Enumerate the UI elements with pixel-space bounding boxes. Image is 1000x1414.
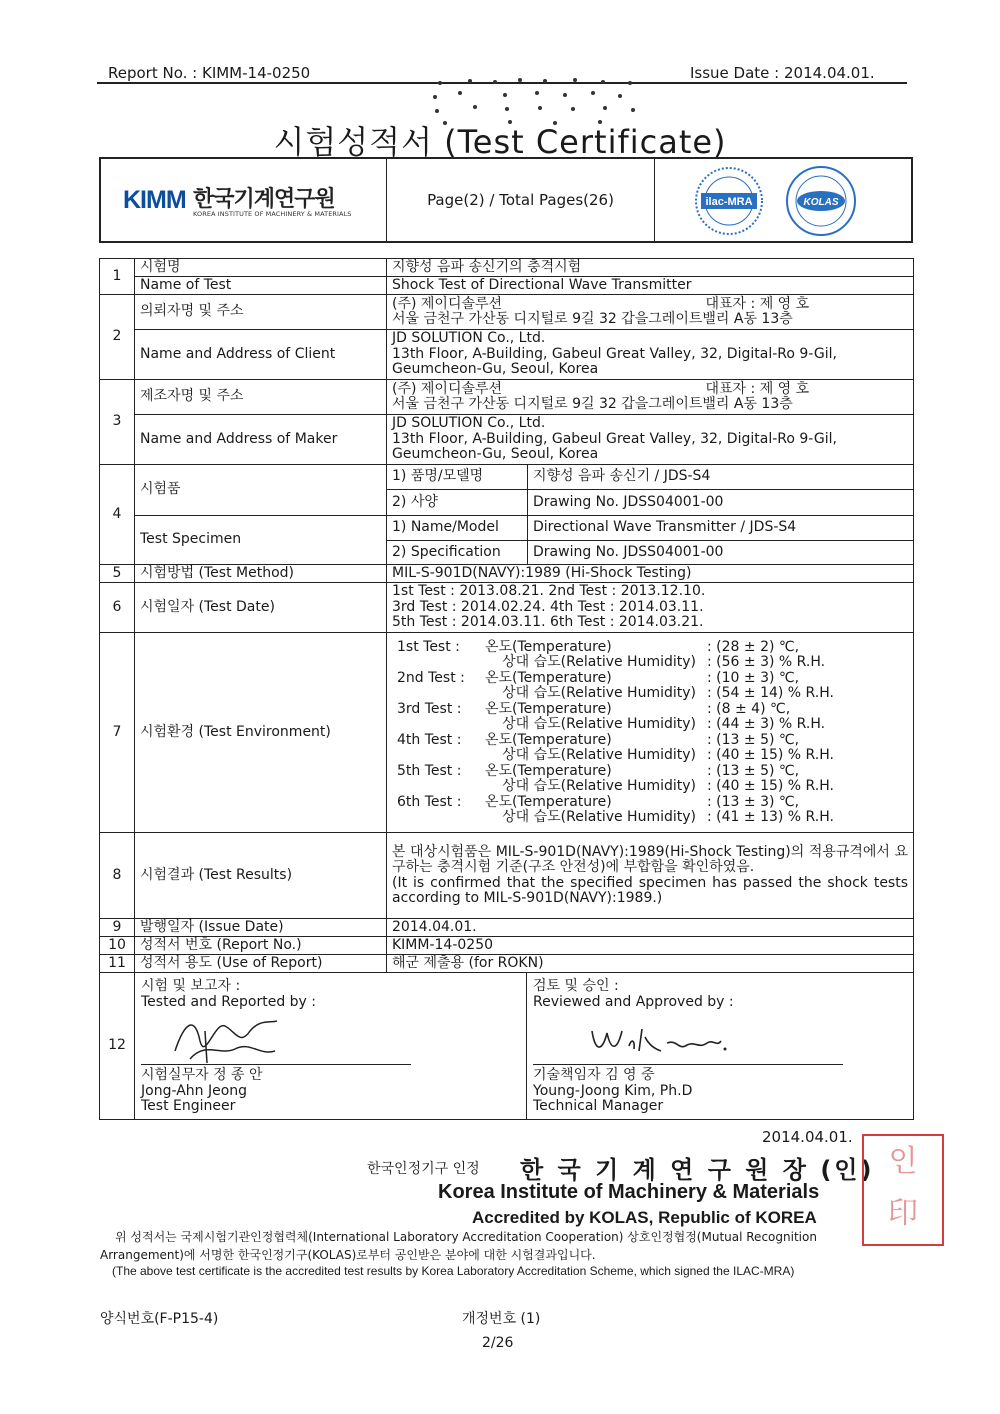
client-label-en: Name and Address of Client bbox=[135, 330, 387, 380]
maker-label-ko: 제조자명 및 주소 bbox=[135, 380, 387, 415]
report-use-value: 해군 제출용 (for ROKN) bbox=[387, 955, 914, 973]
environment-temp-label: 온도(Temperature) bbox=[485, 731, 612, 748]
test-date-line-1: 1st Test : 2013.08.21. 2nd Test : 2013.12.10. bbox=[392, 583, 706, 600]
approver-heading-ko: 검토 및 승인 : bbox=[533, 978, 619, 994]
specimen-value-model-ko: 지향성 음파 송신기 / JDS-S4 bbox=[528, 465, 914, 490]
tester-role-en: Test Engineer bbox=[141, 1098, 236, 1114]
client-name-en: JD SOLUTION Co., Ltd. bbox=[392, 330, 546, 347]
kimm-logo-korean: 한국기계연구원 bbox=[193, 187, 335, 212]
test-date-line-3: 5th Test : 2014.03.11. 6th Test : 2014.03.21. bbox=[392, 614, 704, 631]
approver-signature-icon bbox=[587, 1021, 727, 1061]
maker-address-en-1: 13th Floor, A-Building, Gabeul Great Valley, 32, Digital-Ro 9-Gil, bbox=[392, 430, 837, 447]
environment-temp-row bbox=[392, 702, 908, 718]
environment-temp-row bbox=[392, 671, 908, 687]
specimen-label-ko: 시험품 bbox=[135, 465, 387, 516]
environment-humidity-label: 상대 습도(Relative Humidity) bbox=[502, 654, 696, 670]
report-number-value: KIMM-14-0250 bbox=[387, 937, 914, 955]
ilac-label: ilac-MRA bbox=[705, 196, 753, 208]
environment-humidity-label: 상대 습도(Relative Humidity) bbox=[502, 747, 696, 763]
certificate-table bbox=[99, 258, 914, 1120]
environment-spacer bbox=[392, 717, 480, 733]
environment-test-name: 1st Test : bbox=[397, 638, 460, 655]
environment-spacer bbox=[392, 748, 480, 764]
official-seal-icon: 인 印 bbox=[862, 1134, 944, 1246]
page-title: 시험성적서 (Test Certificate) bbox=[273, 123, 727, 161]
issue-date: Issue Date : 2014.04.01. bbox=[690, 64, 875, 82]
maker-representative: 대표자 : 제 영 호 bbox=[705, 380, 810, 397]
row-number: 6 bbox=[100, 583, 135, 633]
tester-info bbox=[141, 1068, 263, 1115]
environment-humidity-row bbox=[392, 655, 908, 671]
maker-address-en-2: Geumcheon-Gu, Seoul, Korea bbox=[392, 446, 599, 463]
approver-role-ko: 기술책임자 김 영 중 bbox=[533, 1067, 655, 1083]
report-number: Report No. : KIMM-14-0250 bbox=[108, 64, 311, 82]
client-address-ko: 서울 금천구 가산동 디지털로 9길 32 갑을그레이트밸리 A동 13층 bbox=[392, 311, 793, 327]
tester-block bbox=[135, 973, 527, 1119]
table-row bbox=[100, 380, 914, 415]
note-ko-line-2: Arrangement)에 서명한 한국인정기구(KOLAS)로부터 공인받은 분야에 대한 시험결과입니다. bbox=[100, 1248, 596, 1262]
test-method-value: MIL-S-901D(NAVY):1989 (Hi-Shock Testing) bbox=[387, 565, 914, 583]
tester-role-ko: 시험실무자 정 종 안 bbox=[141, 1067, 263, 1083]
test-name-label-en: Name of Test bbox=[135, 277, 387, 295]
environment-humidity-row bbox=[392, 779, 908, 795]
row-number: 7 bbox=[100, 633, 135, 833]
row-number: 8 bbox=[100, 833, 135, 919]
table-row bbox=[100, 295, 914, 330]
test-results-label: 시험결과 (Test Results) bbox=[135, 833, 387, 919]
environment-temp-value: : (13 ± 5) ℃, bbox=[707, 762, 800, 779]
environment-temp-row bbox=[392, 764, 908, 780]
environment-test-name: 3rd Test : bbox=[397, 700, 462, 717]
signature-section bbox=[135, 973, 914, 1120]
environment-list bbox=[392, 640, 908, 826]
table-row bbox=[100, 277, 914, 295]
ilac-mra-badge-icon bbox=[691, 165, 901, 237]
client-representative: 대표자 : 제 영 호 bbox=[705, 295, 810, 312]
kimm-logo-english: KOREA INSTITUTE OF MACHINERY & MATERIALS bbox=[193, 210, 352, 218]
environment-temp-label: 온도(Temperature) bbox=[485, 669, 612, 686]
test-results-value bbox=[387, 833, 914, 919]
environment-test-name: 5th Test : bbox=[397, 762, 462, 779]
table-row bbox=[100, 919, 914, 937]
table-row bbox=[100, 633, 914, 833]
row-number: 11 bbox=[100, 955, 135, 973]
row-number: 3 bbox=[100, 380, 135, 465]
environment-humidity-value: : (40 ± 15) % R.H. bbox=[707, 747, 834, 763]
row-number: 10 bbox=[100, 937, 135, 955]
issue-date-label: 발행일자 (Issue Date) bbox=[135, 919, 387, 937]
environment-temp-value: : (13 ± 3) ℃, bbox=[707, 793, 800, 810]
note-en: (The above test certificate is the accredited test results by Korea Laboratory Accreditation Scheme, which signed the ILAC-MRA) bbox=[112, 1264, 795, 1278]
environment-humidity-row bbox=[392, 810, 908, 826]
environment-humidity-row bbox=[392, 748, 908, 764]
environment-spacer bbox=[392, 686, 480, 702]
environment-temp-label: 온도(Temperature) bbox=[485, 762, 612, 779]
issue-date-value: 2014.04.01. bbox=[387, 919, 914, 937]
approver-block bbox=[527, 973, 913, 1119]
row-number: 2 bbox=[100, 295, 135, 380]
table-row bbox=[100, 955, 914, 973]
revision-number: 개정번호 (1) bbox=[462, 1311, 541, 1327]
environment-humidity-value: : (56 ± 3) % R.H. bbox=[707, 654, 826, 670]
table-row bbox=[100, 583, 914, 633]
form-number: 양식번호(F-P15-4) bbox=[100, 1311, 219, 1327]
test-name-value-ko: 지향성 음파 송신기의 충격시험 bbox=[387, 259, 914, 277]
client-address-en-1: 13th Floor, A-Building, Gabeul Great Valley, 32, Digital-Ro 9-Gil, bbox=[392, 345, 837, 362]
environment-humidity-label: 상대 습도(Relative Humidity) bbox=[502, 809, 696, 825]
environment-temp-label: 온도(Temperature) bbox=[485, 700, 612, 717]
environment-spacer bbox=[392, 810, 480, 826]
note-ko-line-1: 위 성적서는 국제시험기관인정협력체(International Laboratory Accreditation Cooperation) 상호인정협정(Mutual Recognition bbox=[115, 1230, 817, 1244]
page-number: 2/26 bbox=[482, 1335, 514, 1351]
client-address-en-2: Geumcheon-Gu, Seoul, Korea bbox=[392, 361, 599, 378]
row-number: 9 bbox=[100, 919, 135, 937]
specimen-key-spec-en: 2) Specification bbox=[387, 541, 528, 565]
table-row bbox=[100, 833, 914, 919]
environment-humidity-label: 상대 습도(Relative Humidity) bbox=[502, 778, 696, 794]
accreditation-badges bbox=[691, 165, 901, 237]
environment-spacer bbox=[392, 779, 480, 795]
specimen-key-spec-ko: 2) 사양 bbox=[387, 490, 528, 516]
table-row bbox=[100, 937, 914, 955]
specimen-key-model-en: 1) Name/Model bbox=[387, 516, 528, 541]
row-number: 1 bbox=[100, 259, 135, 295]
environment-humidity-row bbox=[392, 717, 908, 733]
specimen-label-en: Test Specimen bbox=[135, 516, 387, 565]
tester-signature-line bbox=[141, 1064, 411, 1065]
maker-name-ko: (주) 제이디솔루션 bbox=[392, 380, 503, 397]
specimen-value-model-en: Directional Wave Transmitter / JDS-S4 bbox=[528, 516, 914, 541]
maker-name-en: JD SOLUTION Co., Ltd. bbox=[392, 415, 546, 432]
client-value-ko bbox=[387, 295, 914, 330]
approver-info bbox=[533, 1068, 692, 1115]
maker-value-ko bbox=[387, 380, 914, 415]
test-environment-value bbox=[387, 633, 914, 833]
environment-humidity-label: 상대 습도(Relative Humidity) bbox=[502, 685, 696, 701]
tester-name: Jong-Ahn Jeong bbox=[141, 1082, 248, 1099]
environment-temp-label: 온도(Temperature) bbox=[485, 793, 612, 810]
approver-name: Young-Joong Kim, Ph.D bbox=[533, 1082, 693, 1099]
kimm-logo-mark: KIMM bbox=[123, 186, 186, 214]
report-use-label: 성적서 용도 (Use of Report) bbox=[135, 955, 387, 973]
maker-value-en bbox=[387, 415, 914, 465]
row-number: 4 bbox=[100, 465, 135, 565]
test-environment-label: 시험환경 (Test Environment) bbox=[135, 633, 387, 833]
approver-role-en: Technical Manager bbox=[533, 1098, 664, 1114]
environment-temp-value: : (10 ± 3) ℃, bbox=[707, 669, 800, 686]
footer-date: 2014.04.01. bbox=[762, 1128, 853, 1146]
tester-signature-icon bbox=[165, 1011, 285, 1065]
environment-test-name: 2nd Test : bbox=[397, 669, 465, 686]
table-row bbox=[100, 330, 914, 380]
test-date-line-2: 3rd Test : 2014.02.24. 4th Test : 2014.03.11. bbox=[392, 598, 704, 615]
test-results-en: (It is confirmed that the specified specimen has passed the shock tests according to MIL-S-901D(NAVY):1989.) bbox=[392, 874, 909, 906]
report-number-label: 성적서 번호 (Report No.) bbox=[135, 937, 387, 955]
row-number: 5 bbox=[100, 565, 135, 583]
environment-test-name: 4th Test : bbox=[397, 731, 462, 748]
environment-temp-label: 온도(Temperature) bbox=[485, 638, 612, 655]
approver-heading-en: Reviewed and Approved by : bbox=[533, 993, 734, 1010]
table-row bbox=[100, 415, 914, 465]
client-name-ko: (주) 제이디솔루션 bbox=[392, 295, 503, 312]
test-method-label: 시험방법 (Test Method) bbox=[135, 565, 387, 583]
table-row bbox=[100, 973, 914, 1120]
environment-test-name: 6th Test : bbox=[397, 793, 462, 810]
kolas-label: KOLAS bbox=[803, 197, 839, 208]
table-row bbox=[100, 465, 914, 490]
accreditation-small: 한국인정기구 인정 bbox=[367, 1161, 480, 1177]
test-date-value bbox=[387, 583, 914, 633]
environment-temp-row bbox=[392, 733, 908, 749]
row-number: 12 bbox=[100, 973, 135, 1120]
environment-temp-value: : (8 ± 4) ℃, bbox=[707, 700, 791, 717]
specimen-key-model-ko: 1) 품명/모델명 bbox=[387, 465, 528, 490]
client-value-en bbox=[387, 330, 914, 380]
environment-temp-row bbox=[392, 640, 908, 656]
environment-temp-row bbox=[392, 795, 908, 811]
table-row bbox=[100, 565, 914, 583]
environment-temp-value: : (28 ± 2) ℃, bbox=[707, 638, 800, 655]
environment-humidity-label: 상대 습도(Relative Humidity) bbox=[502, 716, 696, 732]
accredited-line: Accredited by KOLAS, Republic of KOREA bbox=[472, 1208, 817, 1227]
environment-humidity-row bbox=[392, 686, 908, 702]
test-date-label: 시험일자 (Test Date) bbox=[135, 583, 387, 633]
institute-english: Korea Institute of Machinery & Materials bbox=[438, 1181, 820, 1203]
approver-signature-line bbox=[533, 1064, 843, 1065]
specimen-value-spec-en: Drawing No. JDSS04001-00 bbox=[528, 541, 914, 565]
test-name-value-en: Shock Test of Directional Wave Transmitter bbox=[387, 277, 914, 295]
environment-spacer bbox=[392, 655, 480, 671]
header-box bbox=[99, 157, 913, 243]
tester-heading-ko: 시험 및 보고자 : bbox=[141, 978, 241, 994]
page-info: Page(2) / Total Pages(26) bbox=[387, 159, 655, 241]
environment-temp-value: : (13 ± 5) ℃, bbox=[707, 731, 800, 748]
test-results-ko: 본 대상시험품은 MIL-S-901D(NAVY):1989(Hi-Shock Testing)의 적용규격에서 요구하는 충격시험 기준(구조 안전성)에 부합함을 확인하였음. bbox=[392, 843, 909, 875]
specimen-value-spec-ko: Drawing No. JDSS04001-00 bbox=[528, 490, 914, 516]
table-row bbox=[100, 516, 914, 541]
institute-korean: 한 국 기 계 연 구 원 장 (인) bbox=[520, 1156, 875, 1184]
test-name-label-ko: 시험명 bbox=[135, 259, 387, 277]
kimm-logo bbox=[101, 159, 387, 241]
environment-humidity-value: : (40 ± 15) % R.H. bbox=[707, 778, 834, 794]
environment-humidity-value: : (41 ± 13) % R.H. bbox=[707, 809, 834, 825]
table-row bbox=[100, 259, 914, 277]
maker-label-en: Name and Address of Maker bbox=[135, 415, 387, 465]
environment-humidity-value: : (54 ± 14) % R.H. bbox=[707, 685, 834, 701]
client-label-ko: 의뢰자명 및 주소 bbox=[135, 295, 387, 330]
maker-address-ko: 서울 금천구 가산동 디지털로 9길 32 갑을그레이트밸리 A동 13층 bbox=[392, 396, 793, 412]
environment-humidity-value: : (44 ± 3) % R.H. bbox=[707, 716, 826, 732]
tester-heading-en: Tested and Reported by : bbox=[141, 993, 317, 1010]
